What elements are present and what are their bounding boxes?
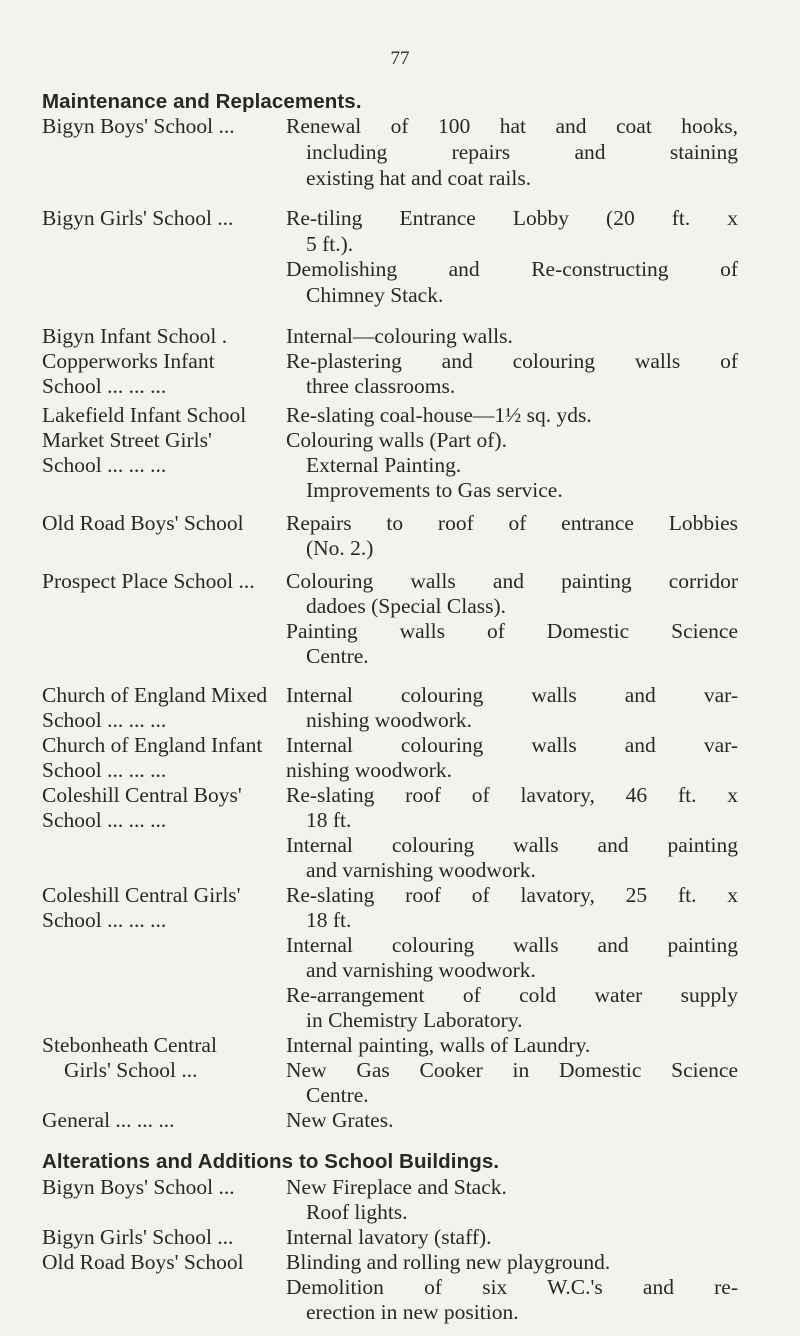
school-name: Copperworks Infant: [42, 349, 215, 373]
school-name: Market Street Girls': [42, 428, 212, 452]
work-item: Re-plastering and colouring walls of: [286, 349, 738, 373]
school-name: Old Road Boys' School: [42, 1250, 244, 1274]
work-item: Roof lights.: [306, 1200, 408, 1224]
work-item: 18 ft.: [306, 908, 352, 932]
school-name: School ... ... ...: [42, 758, 167, 782]
work-item: dadoes (Special Class).: [306, 594, 507, 618]
work-item: External Painting.: [306, 453, 462, 477]
work-item: existing hat and coat rails.: [306, 166, 532, 190]
work-item: and varnishing woodwork.: [306, 958, 536, 982]
work-item: New Gas Cooker in Domestic Science: [286, 1058, 738, 1082]
work-item: Repairs to roof of entrance Lobbies: [286, 511, 738, 535]
work-item: Blinding and rolling new playground.: [286, 1250, 611, 1274]
work-item: Re-arrangement of cold water supply: [286, 983, 738, 1007]
school-name: Old Road Boys' School: [42, 511, 244, 535]
school-name: Stebonheath Central: [42, 1033, 217, 1057]
alterations-heading: Alterations and Additions to School Buildings.: [42, 1150, 500, 1173]
work-item: Re-slating roof of lavatory, 25 ft. x: [286, 883, 738, 907]
school-name: General ... ... ...: [42, 1108, 175, 1132]
work-item: Improvements to Gas service.: [306, 478, 563, 502]
work-item: Demolishing and Re-constructing of: [286, 257, 738, 281]
work-item: Internal colouring walls and var-: [286, 683, 738, 707]
work-item: Internal colouring walls and painting: [286, 833, 738, 857]
school-name: Prospect Place School ...: [42, 569, 255, 593]
work-item: Painting walls of Domestic Science: [286, 619, 738, 643]
work-item: Colouring walls (Part of).: [286, 428, 507, 452]
work-item: Re-tiling Entrance Lobby (20 ft. x: [286, 206, 738, 230]
work-item: Internal—colouring walls.: [286, 324, 513, 348]
school-name: Girls' School ...: [64, 1058, 198, 1082]
school-name: Lakefield Infant School: [42, 403, 247, 427]
work-item: Internal colouring walls and painting: [286, 933, 738, 957]
work-item: New Fireplace and Stack.: [286, 1175, 507, 1199]
work-item: Renewal of 100 hat and coat hooks,: [286, 114, 738, 138]
school-name: School ... ... ...: [42, 908, 167, 932]
work-item: three classrooms.: [306, 374, 456, 398]
work-item: and varnishing woodwork.: [306, 858, 536, 882]
school-name: School ... ... ...: [42, 453, 167, 477]
school-name: School ... ... ...: [42, 708, 167, 732]
work-item: nishing woodwork.: [286, 758, 453, 782]
work-item: in Chemistry Laboratory.: [306, 1008, 523, 1032]
school-name: School ... ... ...: [42, 374, 167, 398]
work-item: 18 ft.: [306, 808, 352, 832]
work-item: Internal colouring walls and var-: [286, 733, 738, 757]
school-name: Church of England Mixed: [42, 683, 268, 707]
work-item: Internal lavatory (staff).: [286, 1225, 492, 1249]
work-item: Internal painting, walls of Laundry.: [286, 1033, 591, 1057]
school-name: Bigyn Girls' School ...: [42, 206, 234, 230]
work-item: Demolition of six W.C.'s and re-: [286, 1275, 738, 1299]
school-name: Coleshill Central Girls': [42, 883, 241, 907]
work-item: Colouring walls and painting corridor: [286, 569, 738, 593]
work-item: nishing woodwork.: [306, 708, 473, 732]
page-number: 77: [390, 48, 410, 69]
work-item: Centre.: [306, 644, 369, 668]
school-name: Coleshill Central Boys': [42, 783, 242, 807]
school-name: School ... ... ...: [42, 808, 167, 832]
work-item: Re-slating coal-house—1½ sq. yds.: [286, 403, 592, 427]
work-item: Re-slating roof of lavatory, 46 ft. x: [286, 783, 738, 807]
work-item: (No. 2.): [306, 536, 374, 560]
work-item: Centre.: [306, 1083, 369, 1107]
school-name: Bigyn Infant School .: [42, 324, 228, 348]
work-item: 5 ft.).: [306, 232, 354, 256]
school-name: Bigyn Boys' School ...: [42, 1175, 235, 1199]
maintenance-heading: Maintenance and Replacements.: [42, 90, 362, 113]
work-item: including repairs and staining: [306, 140, 738, 164]
school-name: Church of England Infant: [42, 733, 263, 757]
work-item: Chimney Stack.: [306, 283, 444, 307]
work-item: New Grates.: [286, 1108, 394, 1132]
work-item: erection in new position.: [306, 1300, 519, 1324]
school-name: Bigyn Girls' School ...: [42, 1225, 234, 1249]
school-name: Bigyn Boys' School ...: [42, 114, 235, 138]
